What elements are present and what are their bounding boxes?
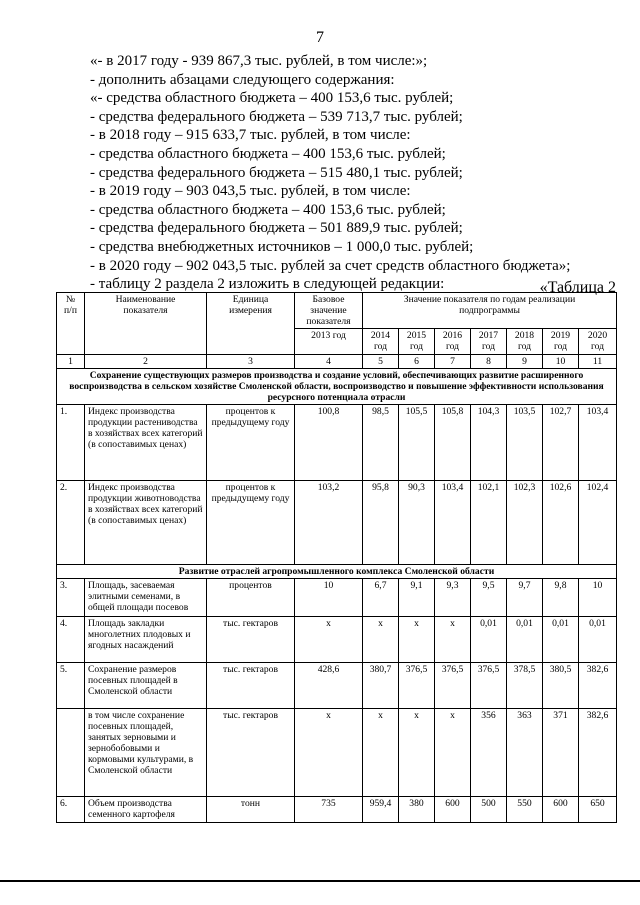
row-name: Площадь закладки многолетних плодовых и ягодных насаждений bbox=[85, 617, 207, 663]
row-unit: процентов bbox=[207, 579, 295, 617]
row-value: 600 bbox=[435, 797, 471, 823]
row-value: 382,6 bbox=[579, 709, 617, 797]
row-value: x bbox=[363, 709, 399, 797]
row-unit: тыс. гектаров bbox=[207, 617, 295, 663]
table-row bbox=[57, 405, 617, 481]
column-number: 3 bbox=[207, 355, 295, 369]
row-value: 380,7 bbox=[363, 663, 399, 709]
row-num: 2. bbox=[57, 481, 85, 565]
row-unit: тонн bbox=[207, 797, 295, 823]
row-name: Объем производства семенного картофеля bbox=[85, 797, 207, 823]
header-row bbox=[57, 293, 617, 329]
row-value: 9,3 bbox=[435, 579, 471, 617]
column-number: 2 bbox=[85, 355, 207, 369]
paragraph: - средства областного бюджета – 400 153,6 тыс. рублей; bbox=[90, 145, 446, 162]
header-base-year: 2013 год bbox=[295, 329, 363, 355]
row-value: 959,4 bbox=[363, 797, 399, 823]
row-name: в том числе сохранение посевных площадей, занятых зерновыми и зернобобовыми и кормовыми культурами, в Смоленской области bbox=[85, 709, 207, 797]
row-value: 9,1 bbox=[399, 579, 435, 617]
row-value: 376,5 bbox=[471, 663, 507, 709]
header-year: 2020 год bbox=[579, 329, 617, 355]
section-heading: Сохранение существующих размеров производства и создание условий, обеспечивающих развитие расширенного воспроизводства в сельском хозяйстве Смоленской области, воспроизводство и повышение эффективности использования ресурсного потенциала отрасли bbox=[57, 369, 617, 405]
header-year: 2017 год bbox=[471, 329, 507, 355]
row-value: 371 bbox=[543, 709, 579, 797]
row-value: 9,5 bbox=[471, 579, 507, 617]
column-number: 1 bbox=[57, 355, 85, 369]
table-row bbox=[57, 481, 617, 565]
row-value: x bbox=[399, 709, 435, 797]
header-year: 2019 год bbox=[543, 329, 579, 355]
row-value: x bbox=[435, 617, 471, 663]
row-value: 102,1 bbox=[471, 481, 507, 565]
table-body bbox=[57, 293, 617, 823]
body-text bbox=[90, 52, 620, 294]
row-value: 95,8 bbox=[363, 481, 399, 565]
row-value: 376,5 bbox=[399, 663, 435, 709]
row-value: 102,6 bbox=[543, 481, 579, 565]
row-num bbox=[57, 709, 85, 797]
row-num: 4. bbox=[57, 617, 85, 663]
header-year: 2018 год bbox=[507, 329, 543, 355]
section-row bbox=[57, 369, 617, 405]
row-value: 103,5 bbox=[507, 405, 543, 481]
row-unit: процентов к предыдущему году bbox=[207, 481, 295, 565]
row-value: 650 bbox=[579, 797, 617, 823]
paragraph: - средства областного бюджета – 400 153,6 тыс. рублей; bbox=[90, 201, 446, 218]
row-value: 380 bbox=[399, 797, 435, 823]
row-base: 100,8 bbox=[295, 405, 363, 481]
row-value: 0,01 bbox=[471, 617, 507, 663]
column-number: 10 bbox=[543, 355, 579, 369]
column-number: 9 bbox=[507, 355, 543, 369]
row-num: 1. bbox=[57, 405, 85, 481]
paragraph: - в 2019 году – 903 043,5 тыс. рублей, в том числе: bbox=[90, 183, 411, 200]
table-caption: «Таблица 2 bbox=[539, 279, 616, 296]
table-row bbox=[57, 797, 617, 823]
row-value: 9,8 bbox=[543, 579, 579, 617]
row-unit: тыс. гектаров bbox=[207, 663, 295, 709]
row-base: 735 bbox=[295, 797, 363, 823]
row-num: 3. bbox=[57, 579, 85, 617]
row-value: 363 bbox=[507, 709, 543, 797]
row-value: 105,8 bbox=[435, 405, 471, 481]
row-value: 9,7 bbox=[507, 579, 543, 617]
header-name: Наименование показателя bbox=[85, 293, 207, 355]
row-base: x bbox=[295, 617, 363, 663]
row-num: 5. bbox=[57, 663, 85, 709]
indicators-table bbox=[56, 292, 617, 823]
row-value: 102,7 bbox=[543, 405, 579, 481]
section-row bbox=[57, 565, 617, 579]
row-value: 98,5 bbox=[363, 405, 399, 481]
row-base: 10 bbox=[295, 579, 363, 617]
paragraph: «- средства областного бюджета – 400 153,6 тыс. рублей; bbox=[90, 90, 454, 107]
column-number: 5 bbox=[363, 355, 399, 369]
row-base: x bbox=[295, 709, 363, 797]
table-row bbox=[57, 579, 617, 617]
row-value: x bbox=[363, 617, 399, 663]
row-value: 0,01 bbox=[543, 617, 579, 663]
row-value: 104,3 bbox=[471, 405, 507, 481]
paragraph: - средства федерального бюджета – 501 889,9 тыс. рублей; bbox=[90, 220, 463, 237]
header-year: 2016 год bbox=[435, 329, 471, 355]
row-unit: процентов к предыдущему году bbox=[207, 405, 295, 481]
row-base: 428,6 bbox=[295, 663, 363, 709]
header-year: 2015 год bbox=[399, 329, 435, 355]
header-year: 2014 год bbox=[363, 329, 399, 355]
page-number: 7 bbox=[316, 29, 324, 46]
row-name: Площадь, засеваемая элитными семенами, в общей площади посевов bbox=[85, 579, 207, 617]
row-value: 105,5 bbox=[399, 405, 435, 481]
header-values-title: Значение показателя по годам реализации подпрограммы bbox=[363, 293, 617, 329]
row-value: 500 bbox=[471, 797, 507, 823]
header-base: Базовое значение показателя bbox=[295, 293, 363, 329]
row-value: 550 bbox=[507, 797, 543, 823]
column-number: 4 bbox=[295, 355, 363, 369]
column-number: 7 bbox=[435, 355, 471, 369]
row-value: x bbox=[399, 617, 435, 663]
column-number-row bbox=[57, 355, 617, 369]
row-name: Индекс производства продукции растениводства в хозяйствах всех категорий (в сопоставимых ценах) bbox=[85, 405, 207, 481]
page-bottom-rule bbox=[0, 880, 640, 882]
row-base: 103,2 bbox=[295, 481, 363, 565]
row-name: Индекс производства продукции животноводства в хозяйствах всех категорий (в сопоставимых ценах) bbox=[85, 481, 207, 565]
row-value: 90,3 bbox=[399, 481, 435, 565]
paragraph: - в 2018 году – 915 633,7 тыс. рублей, в том числе: bbox=[90, 127, 411, 144]
paragraph: - средства федерального бюджета – 515 480,1 тыс. рублей; bbox=[90, 164, 463, 181]
table-row bbox=[57, 617, 617, 663]
paragraph: - в 2020 году – 902 043,5 тыс. рублей за счет средств областного бюджета»; bbox=[90, 257, 571, 274]
paragraph: - дополнить абзацами следующего содержания: bbox=[90, 71, 395, 88]
row-value: 0,01 bbox=[579, 617, 617, 663]
paragraph: «- в 2017 году - 939 867,3 тыс. рублей, в том числе:»; bbox=[90, 53, 428, 69]
paragraph: - средства федерального бюджета – 539 713,7 тыс. рублей; bbox=[90, 108, 463, 125]
header-num: № п/п bbox=[57, 293, 85, 355]
paragraph: - средства внебюджетных источников – 1 000,0 тыс. рублей; bbox=[90, 238, 474, 255]
row-value: 103,4 bbox=[579, 405, 617, 481]
row-value: 356 bbox=[471, 709, 507, 797]
column-number: 11 bbox=[579, 355, 617, 369]
table-row bbox=[57, 663, 617, 709]
column-number: 6 bbox=[399, 355, 435, 369]
header-unit: Единица измерения bbox=[207, 293, 295, 355]
row-num: 6. bbox=[57, 797, 85, 823]
row-value: 10 bbox=[579, 579, 617, 617]
paragraph: - таблицу 2 раздела 2 изложить в следующей редакции: bbox=[90, 276, 445, 293]
row-value: 6,7 bbox=[363, 579, 399, 617]
section-heading: Развитие отраслей агропромышленного комплекса Смоленской области bbox=[57, 565, 617, 579]
row-value: 102,3 bbox=[507, 481, 543, 565]
row-value: 102,4 bbox=[579, 481, 617, 565]
table-row bbox=[57, 709, 617, 797]
row-name: Сохранение размеров посевных площадей в Смоленской области bbox=[85, 663, 207, 709]
row-value: 103,4 bbox=[435, 481, 471, 565]
row-value: 600 bbox=[543, 797, 579, 823]
row-value: 380,5 bbox=[543, 663, 579, 709]
column-number: 8 bbox=[471, 355, 507, 369]
row-value: 382,6 bbox=[579, 663, 617, 709]
row-unit: тыс. гектаров bbox=[207, 709, 295, 797]
row-value: 376,5 bbox=[435, 663, 471, 709]
row-value: 0,01 bbox=[507, 617, 543, 663]
row-value: 378,5 bbox=[507, 663, 543, 709]
row-value: x bbox=[435, 709, 471, 797]
